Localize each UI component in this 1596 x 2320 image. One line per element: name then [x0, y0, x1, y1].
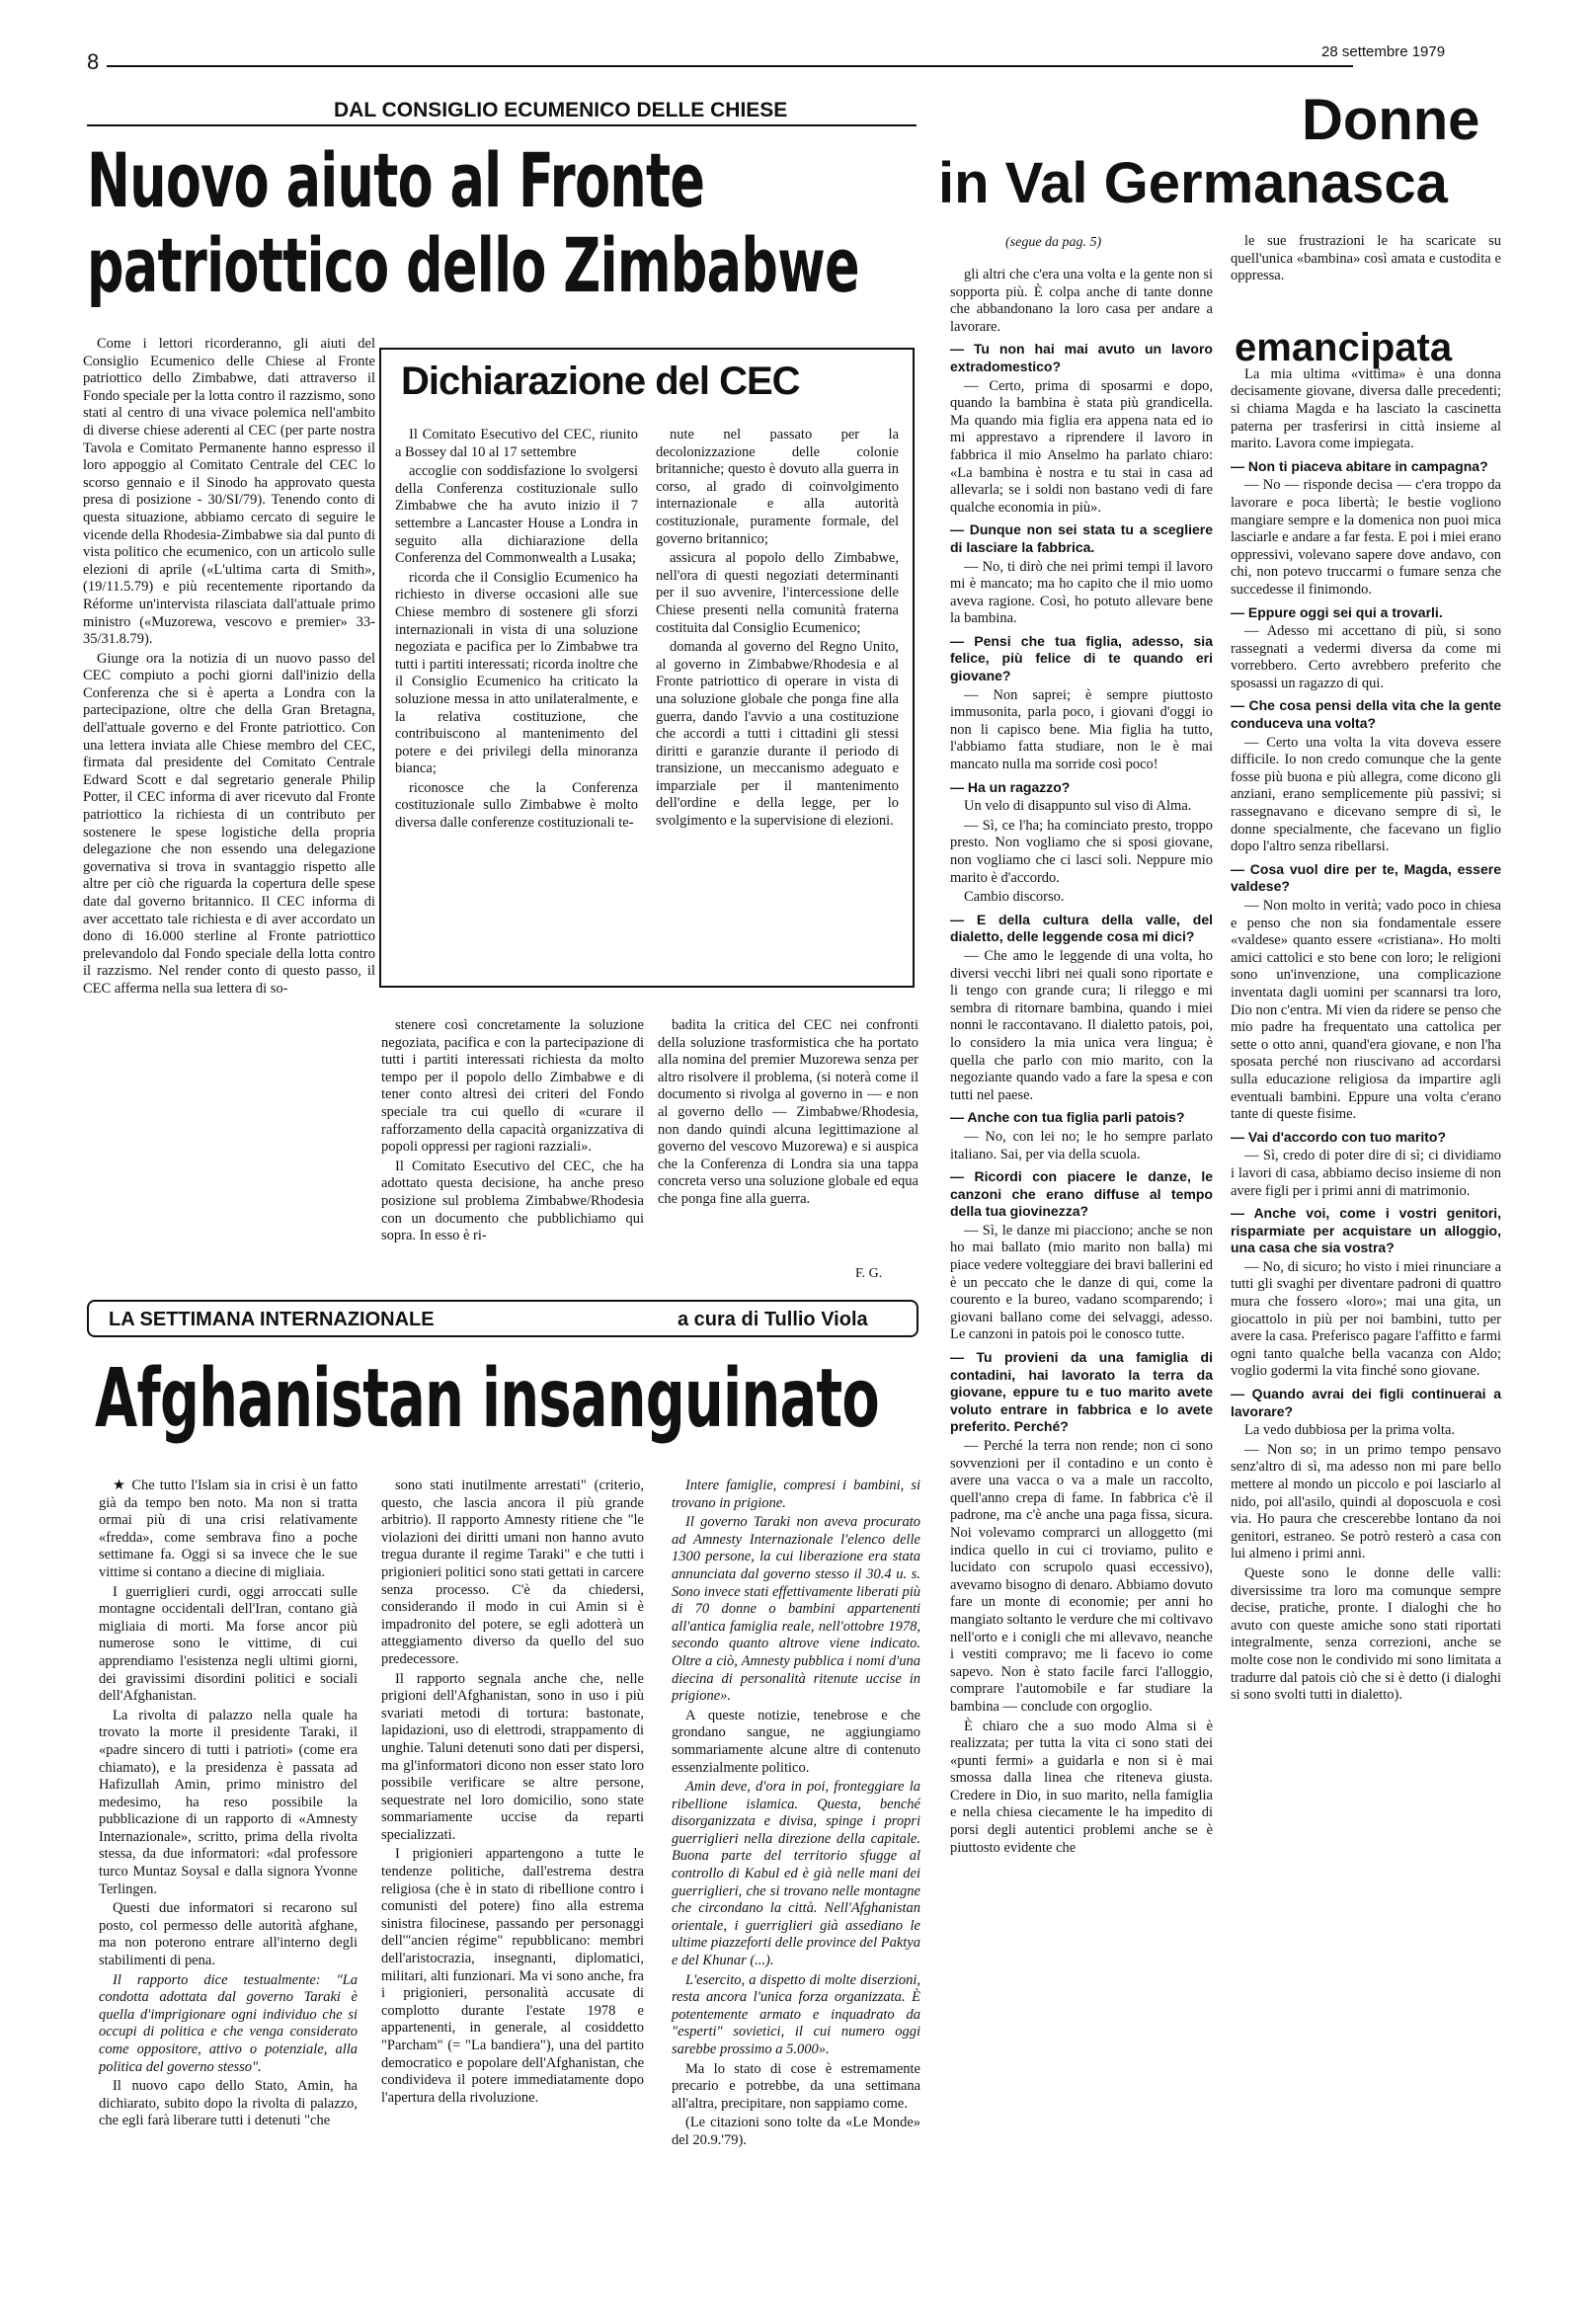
paragraph: Amin deve, d'ora in poi, fronteggiare la ribellione islamica. Questa, benché disorganizzata e divisa, spinge i propri guerriglieri nella direzione della capitale. Buona parte del territorio sfugge al controllo di Kabul ed è già nelle mani dei guerriglieri, che si trovano nelle montagne che circondano la città. Nell'Afghanistan orientale, i guerriglieri già assediano le ultime piazzeforti delle province del Paktya e del Khunar (...).: [672, 1779, 920, 1969]
interview-question: — E della cultura della valle, del dialetto, delle leggende cosa mi dici?: [950, 911, 1213, 945]
paragraph: ricorda che il Consiglio Ecumenico ha richiesto in diverse occasioni alle sue Chiese membro di sostenere gli sforzi internazionali in vista di una soluzione negoziata e pacifica per lo Zimbabwe tra tutti i partiti interessati; ricorda inoltre che il Consiglio Ecumenico ha criticato la soluzione messa in atto unilateralmente, e la relativa costituzione, che contribuiscono al mantenimento del potere e dei privilegi della minoranza bianca;: [395, 569, 638, 777]
paragraph: Il nuovo capo dello Stato, Amin, ha dichiarato, subito dopo la rivolta di palazzo, che egli farà liberare tutti i detenuti "che: [99, 2078, 358, 2129]
paragraph: Il Comitato Esecutivo del CEC, riunito a Bossey dal 10 al 17 settembre: [395, 427, 638, 460]
paragraph: domanda al governo del Regno Unito, al governo in Zimbabwe/Rhodesia e al Fronte patriottico di operare in vista di una soluzione globale che ponga fine alla guerra, dando l'avvio a una costituzione che accordi a tutti i cittadini gli stessi diritti e garanzie durante il periodo di transizione, un meccanismo adeguato e imparziale per il mantenimento dell'ordine e della legge, per lo svolgimento e la supervisione di elezioni.: [656, 639, 899, 830]
header-rule: [107, 65, 1353, 67]
paragraph: I guerriglieri curdi, oggi arroccati sulle montagne occidentali dell'Iran, contano già migliaia di morti. Ma forse ancor più numerose sono le vittime, di cui apprendiamo l'esistenza negli ultimi giorni, dei gravissimi disordini politici e sociali dell'Afghanistan.: [99, 1583, 358, 1705]
article-title: [87, 138, 859, 308]
subhead-gap: [1231, 287, 1501, 366]
paragraph: — Sì, credo di poter dire di sì; ci dividiamo i lavori di casa, abbiamo deciso insieme di non avere figli per i primi anni di matrimonio.: [1231, 1148, 1501, 1199]
paragraph: È chiaro che a suo modo Alma si è realizzata; per tutta la vita ci sono stati dei «punti fermi» a guidarla e non si è mai smossa dalla linea che riteneva giusta. Credere in Dio, in suo marito, nella famiglia e nella chiesa ciecamente le ha impedito di porsi degli autentici problemi anche se è piuttosto evidente che: [950, 1718, 1213, 1856]
paragraph: — Non so; in un primo tempo pensavo senz'altro di sì, ma adesso non mi pare bello mettere al mondo un piccolo e poi lasciarlo al nido, poi all'asilo, quindi al doposcuola e così via. Ho paura che crescerebbe lontano da noi genitori, estraneo. Se potrò resterò a casa con lui almeno i primi anni.: [1231, 1441, 1501, 1562]
donne-title-line2: in Val Germanasca: [938, 151, 1448, 215]
rubric-left: LA SETTIMANA INTERNAZIONALE: [109, 1309, 435, 1330]
donne-title-line1: Donne: [1302, 88, 1480, 152]
paragraph: — Sì, le danze mi piacciono; anche se non ho mai ballato (mio marito non balla) mi piace vedere volteggiare dei bravi ballerini ed è un peccato che le danze di qui, come la courento e la bureo, vadano scomparendo; i giovani ballano come dei selvaggi, adesso. Le canzoni in patois poi le conosco tutte.: [950, 1222, 1213, 1343]
paragraph: le sue frustrazioni le ha scaricate su quell'unica «bambina» così amata e custodita e oppressa.: [1231, 233, 1501, 284]
paragraph: I prigionieri appartengono a tutte le tendenze politiche, dall'estrema destra religiosa (che è in stato di ribellione contro i comunisti del potere) fino alla estrema sinistra filocinese, passando per personaggi dell'"ancien régime" repubblicano: membri dell'aristocrazia, insegnanti, diplomatici, militari, alti funzionari. Ma vi sono anche, fra i prigionieri, personalità accusate di complotto durante l'estate 1978 e appartenenti, in generale, al cosiddetto "Parcham" (= "La bandiera"), una del partito democratico e popolare dell'Afghanistan, che condivideva il potere immediatamente dopo l'apertura della rivoluzione.: [381, 1846, 644, 2106]
interview-question: — Vai d'accordo con tuo marito?: [1231, 1128, 1447, 1145]
paragraph: La rivolta di palazzo nella quale ha trovato la morte il presidente Taraki, il «padre sincero di tutti i patrioti» (come era chiamato), e la presidenza è passata ad Hafizullah Amin, primo ministro del medesimo, ha reso possibile la pubblicazione di un rapporto di «Amnesty Internazionale», scritto, prima della rivolta stessa, da due informatori: «dal professore turco Muntaz Soysal e dalla signora Yvonne Terlingen.: [99, 1707, 358, 1897]
paragraph: — Certo una volta la vita doveva essere difficile. Io non credo comunque che la gente fosse più buona e più allegra, come dicono gli anziani, erano semplicemente più passivi; si rassegnavano e dicevano sempre di sì, le donne specialmente, che facevano un figlio dopo l'altro senza ribellarsi.: [1231, 734, 1501, 855]
paragraph: accoglie con soddisfazione lo svolgersi della Conferenza costituzionale sullo Zimbabwe che ha avuto inizio il 7 settembre a Lancaster House a Londra in seguito alla dichiarazione della Conferenza del Commonwealth a Lusaka;: [395, 463, 638, 567]
paragraph: Un velo di disappunto sul viso di Alma.: [964, 798, 1192, 815]
paragraph: Come i lettori ricorderanno, gli aiuti del Consiglio Ecumenico delle Chiese al Fronte patriottico dello Zimbabwe, dati attraverso il Fondo speciale per la lotta contro il razzismo, sono stati al centro di una vivace polemica nell'ambito di diverse chiese aderenti al CEC (per parte nostra Tavola e Comitato Permanente hanno espresso il loro appoggio al Comitato Centrale del CEC lo scorso gennaio e il Sinodo ha approvato questa presa di posizione - 30/SI/79). Tenendo conto di questa situazione, abbiamo cercato di seguire le vicende della Rhodesia-Zimbabwe sia dal punto di vista politico che ecumenico, con un articolo sulle elezioni di aprile («L'ultima carta di Smith», (19/11.5.79) e più recentemente riportando da Réforme un'intervista rilasciata dall'attuale primo ministro («Muzorewa, vescovo e premier» 33-35/31.8.79).: [83, 336, 375, 648]
interview-question: — Cosa vuol dire per te, Magda, essere valdese?: [1231, 860, 1501, 895]
paragraph: Questi due informatori si recarono sul posto, col permesso delle autorità afghane, ma non poterono entrare all'interno degli stabilimenti di pena.: [99, 1900, 358, 1969]
paragraph: — Non molto in verità; vado poco in chiesa e penso che non sia fondamentale essere «valdese» quanto essere «cristiana». Ho molti amici cattolici e sto bene con loro; le religioni sono un'invenzione, una complicazione inventata dagli uomini per scannarsi tra loro, Dio non c'entra. Mi vien da ridere se penso che mio padre ha frequentato una cattolica per sette o otto anni, quand'era giovane, e non l'ha sposata perché non riuscivano ad accordarsi sulla educazione religiosa da impartire agli eventuali bambini. Eppure una volta c'erano tante di queste fisime.: [1231, 898, 1501, 1123]
paragraph: A queste notizie, tenebrose e che grondano sangue, ne aggiungiamo sommariamente alcune altre di contenuto essenzialmente politico.: [672, 1707, 920, 1776]
paragraph: L'esercito, a dispetto di molte diserzioni, resta ancora l'unica forza organizzata. È potentemente armato e inquadrato da "esperti" sovietici, il cui numero oggi sarebbe prossimo a 5.000».: [672, 1971, 920, 2057]
article-kicker: DAL CONSIGLIO ECUMENICO DELLE CHIESE: [334, 99, 788, 121]
interview-question: — Tu non hai mai avuto un lavoro extradomestico?: [950, 341, 1213, 374]
interview-question: — Anche voi, come i vostri genitori, risparmiate per acquistare un alloggio, una casa che sia vostra?: [1231, 1205, 1501, 1256]
interview-question: — Eppure oggi sei qui a trovarli.: [1231, 603, 1443, 620]
paragraph: Il governo Taraki non aveva procurato ad Amnesty Internazionale l'elenco delle 1300 persone, la cui liberazione era stata annunciata dal governo stesso il 30.4 u. s. Sono invece stati effettivamente liberati più di 70 donne o bambini appartenenti all'antica famiglia reale, nell'ottobre 1978, secondo quanto altrove viene indicato. Oltre a ciò, Amnesty pubblica i nomi d'una diecina di personalità ritenute uccise in prigione».: [672, 1514, 920, 1705]
paragraph: riconosce che la Conferenza costituzionale sullo Zimbabwe è molto diversa dalle conferenze costituzionali te-: [395, 779, 638, 832]
paragraph: Il rapporto segnala anche che, nelle prigioni dell'Afghanistan, sono in uso i più svariati metodi di tortura: bastonate, lapidazioni, uso di elettrodi, strappamento di unghie. Taluni detenuti sono dati per dispersi, ma gl'informatori dicono non esser stato loro possibile verificare se altre persone, sequestrate nel loro domicilio, sono state sommariamente uccise da reparti specializzati.: [381, 1670, 644, 1843]
interview-question: — Che cosa pensi della vita che la gente conduceva una volta?: [1231, 697, 1501, 732]
paragraph: Il rapporto dice testualmente: "La condotta adottata dal governo Taraki è quella d'imprigionare ogni individuo che si occupi di politica e che venga considerato come oppositore, attivo o potenziale, alla politica del governo stesso".: [99, 1971, 358, 2075]
paragraph: La mia ultima «vittima» è una donna decisamente giovane, diversa dalle precedenti; si chiama Magda e ha lasciato la cascinetta paterna per trasferirsi in città insieme al marito. Lavora come impiegata.: [1231, 365, 1501, 452]
paragraph: — No, ti dirò che nei primi tempi il lavoro mi è mancato; ma ho capito che il mio uomo aveva ragione. Così, ho potuto allevare bene la bambina.: [950, 558, 1213, 627]
page-number: 8: [87, 49, 100, 74]
article-title-line1: Nuovo aiuto al Fronte: [87, 136, 705, 224]
donne-col1: [950, 267, 1213, 1859]
paragraph: Il Comitato Esecutivo del CEC, che ha adottato questa decisione, ha anche preso posizione sul problema Zimbabwe/Rhodesia con un documento che pubblichiamo qui sopra. In esso è ri-: [381, 1158, 644, 1244]
interview-question: — Ha un ragazzo?: [950, 778, 1071, 795]
afghan-col3: [672, 1478, 920, 2152]
rubric-right: a cura di Tullio Viola: [678, 1309, 868, 1330]
paragraph: [99, 1478, 358, 1582]
paragraph: (Le citazioni sono tolte da «Le Monde» del 20.9.'79).: [672, 2115, 920, 2148]
paragraph: Queste sono le donne delle valli: diversissime tra loro ma comunque sempre decise, pratiche, pronte. I dialoghi che ho avuto con queste amiche sono stati riportati integralmente, senza correzioni, anche se molte cose non le condivido mi sono limitata a tradurre dal patois ciò che si è detto (i dialoghi si sono svolti tutti in dialetto).: [1231, 1564, 1501, 1704]
paragraph: — Adesso mi accettano di più, si sono rassegnati a vedermi diversa da come mi vorrebbero. Certo avrebbero preferito che sposassi un ragazzo di qui.: [1231, 623, 1501, 691]
paragraph: — Sì, ce l'ha; ha cominciato presto, troppo presto. Non vogliamo che si sposi giovane, non vogliamo che ci lasci soli. Neppure mio marito è d'accordo.: [950, 817, 1213, 886]
paragraph: Giunge ora la notizia di un nuovo passo del CEC compiuto a pochi giorni dall'inizio della Conferenza che si è aperta a Londra con la partecipazione, oltre che della Gran Bretagna, dell'attuale governo e del Fronte patriottico. Con una lettera inviata alle Chiese membro del CEC, firmata dal presidente del Comitato Centrale Edward Scott e dal segretario generale Philip Potter, il CEC informa di aver ricevuto dal Fronte patriottico la richiesta di un contributo per sostenere le spese logistiche della propria delegazione che non essendo una delegazione governativa si trova in svantaggio rispetto alle altre per ciò che riguarda la copertura delle spese date dal governo britannico. Il CEC informa di aver accettato tale richiesta e di aver accordato un dono di 16.000 sterline al Fronte patriottico prelevandolo dal Fondo speciale della lotta contro il razzismo. Nel render conto di questo passo, il CEC afferma nella sua lettera di so-: [83, 650, 375, 997]
interview-question: — Dunque non sei stata tu a scegliere di lasciare la fabbrica.: [950, 521, 1213, 555]
article-signature: F. G.: [855, 1266, 883, 1281]
rubric-bar: [87, 1300, 918, 1337]
interview-question: — Quando avrai dei figli continuerai a lavorare?: [1231, 1386, 1501, 1419]
paragraph: badita la critica del CEC nei confronti della soluzione trasformistica che ha portato alla nomina del premier Muzorewa senza per altro risolvere il problema, (si noterà come il documento si rivolga al governo in — e non al governo dello — Zimbabwe/Rhodesia, non dando quindi alcuna legittimazione al governo del vescovo Muzorewa) e si auspica che la Conferenza di Londra sia una tappa concreta verso una soluzione globale ed equa che ponga fine alla guerra.: [658, 1017, 918, 1207]
paragraph: gli altri che c'era una volta e la gente non si sopporta più. È colpa anche di tante donne che abbandonano la loro casa per andare a lavorare.: [950, 267, 1213, 335]
donne-subhead: emancipata: [1235, 326, 1453, 369]
interview-question: — Pensi che tua figlia, adesso, sia felice, più felice di te quando eri giovane?: [950, 632, 1213, 684]
afghan-col2: [381, 1478, 644, 2109]
paragraph: — Certo, prima di sposarmi e dopo, quando la bambina è stata più grandicella. Ma quando mia figlia era appena nata ed io mi apprestavo a riprendere il lavoro in fabbrica il mio Anselmo ha parlato chiaro: «La bambina è nostra e tu stai in casa ad allevarla; se i soldi non bastano vedi di fare qualche economia in più».: [950, 377, 1213, 516]
kicker-rule: [87, 124, 917, 126]
interview-question: — Tu provieni da una famiglia di contadini, hai lavorato la terra da giovane, eppure tu e tuo marito avete voluto entrare in fabbrica e lo avete preferito. Perché?: [950, 1349, 1213, 1435]
article-col2: [381, 1017, 644, 1247]
paragraph: nute nel passato per la decolonizzazione delle colonie britanniche; questo è dovuto alla guerra in corso, al grado di coinvolgimento internazionale e alla autorità costituzionale, puramente formale, del governo britannico;: [656, 427, 899, 547]
paragraph: stenere così concretamente la soluzione negoziata, pacifica e con la partecipazione di tutti i partiti interessati richiesta da molto tempo per il popolo dello Zimbabwe e di tener conto altresì dei criteri del Fondo speciale tra cui quello di «curare il rafforzamento della capacità organizzativa di popoli oppressi per ragioni razziali».: [381, 1017, 644, 1156]
paragraph: Ma lo stato di cose è estremamente precario e potrebbe, da una settimana all'altra, precipitare, non sappiamo come.: [672, 2060, 920, 2112]
interview-question: — Anche con tua figlia parli patois?: [950, 1109, 1185, 1126]
star-icon: ★: [113, 1478, 127, 1493]
afghan-col1: [99, 1478, 358, 2132]
box-title: Dichiarazione del CEC: [401, 360, 800, 403]
donne-col2: [1231, 233, 1501, 1707]
cec-declaration-box: [379, 348, 915, 988]
article-col3: [658, 1017, 918, 1211]
paragraph: Intere famiglie, compresi i bambini, si trovano in prigione.: [672, 1478, 920, 1511]
paragraph: — No, di sicuro; ho visto i miei rinunciare a tutti gli svaghi per diventare padroni di quattro mura che fossero «loro»; mai una gita, un giocattolo in più per noi bambini, tutto per avere la casa. Preferisco pagare l'affitto e farmi ogni tanto qualche bella vacanza con Aldo; voglio godermi la vita finché sono giovane.: [1231, 1258, 1501, 1380]
paragraph: — Che amo le leggende di una volta, ho diversi vecchi libri nei quali sono riportate e li tengo con grande cura; li rileggo e mi sembra di ritornare bambina, quando i miei nonni le raccontavano. Il dialetto patois, poi, lo considero la mia unica vera lingua; è quella che parlo con mio marito, con la negoziante quando vado a fare la spesa e con tutti nel paese.: [950, 947, 1213, 1103]
afghanistan-title: Afghanistan insanguinato: [95, 1352, 880, 1446]
interview-question: — Non ti piaceva abitare in campagna?: [1231, 457, 1488, 474]
paragraph: — No — risponde decisa — c'era troppo da lavorare e poca libertà; le bestie vogliono mangiare sempre e la domenica non puoi mica lasciarle e andare a far festa. E poi i miei erano oppressivi, volevano sapere dove andavo, con chi, non potevo truccarmi o fumare senza che succedesse il finimondo.: [1231, 477, 1501, 598]
paragraph: assicura al popolo dello Zimbabwe, nell'ora di questi negoziati determinanti per il suo avvenire, l'intercessione delle Chiese presenti nella comunità fraterna costituita dal Consiglio Ecumenico;: [656, 550, 899, 636]
paragraph: sono stati inutilmente arrestati" (criterio, questo, che lascia ancora il più grande arbitrio). Il rapporto Amnesty ritiene che "le violazioni dei diritti umani non hanno avuto tregua durante il regime Taraki" e che tutti i prigionieri politici sono stati gettati in carcere senza processo. C'è da chiedersi, considerando il modo in cui Amin si è impadronito del potere, se egli adotterà un atteggiamento diverso da quello del suo predecessore.: [381, 1478, 644, 1667]
article-col1: [83, 336, 375, 1000]
box-col2: [656, 427, 899, 833]
continued-note: (segue da pag. 5): [1005, 235, 1102, 250]
interview-question: — Ricordi con piacere le danze, le canzoni che erano diffuse al tempo della tua giovinezza?: [950, 1168, 1213, 1220]
paragraph: — Perché la terra non rende; non ci sono sovvenzioni per il contadino e un conto è avere una vacca o va a male un raccolto, quell'anno crepa di fame. In fabbrica c'è il padrone, ma c'è anche una paga fissa, sicura. Noi volevamo comprarci un alloggetto (mi indica quello in cui ci troviamo, pulito e lucidato con scrupolo quasi eccessivo), avevamo bisogno di denaro. Abbiamo dovuto fare un monte di economie; per anni ho mangiato soltanto le verdure che mi coltivavo nell'orto e i conigli che mi allevavo, neanche i vestiti compravo; me li facevo io come sapevo. Non è stato facile farci l'alloggio, comprare l'automobile e far studiare la bambina — conclude con orgoglio.: [950, 1438, 1213, 1715]
page-date: 28 settembre 1979: [1321, 43, 1446, 60]
paragraph-text: Che tutto l'Islam sia in crisi è un fatto già da tempo ben noto. Ma non si tratta ormai più di una crisi relativamente «fredda», come sembrava fino a poche settimane fa. Oggi si sa invece che le sue vittime si contano a diecine di migliaia.: [99, 1478, 359, 1580]
paragraph: Cambio discorso.: [964, 889, 1065, 906]
paragraph: La vedo dubbiosa per la prima volta.: [1244, 1422, 1456, 1439]
box-col1: [395, 427, 638, 835]
paragraph: — Non saprei; è sempre piuttosto immusonita, parla poco, i giovani d'oggi io non li capisco bene. Mia figlia ha tutto, l'abbiamo fatta studiare, non le è mai mancato nulla ma sorride così poco!: [950, 686, 1213, 773]
article-title-line2: patriottico dello Zimbabwe: [87, 221, 859, 309]
paragraph: — No, con lei no; le ho sempre parlato italiano. Sai, per via della scuola.: [950, 1128, 1213, 1162]
